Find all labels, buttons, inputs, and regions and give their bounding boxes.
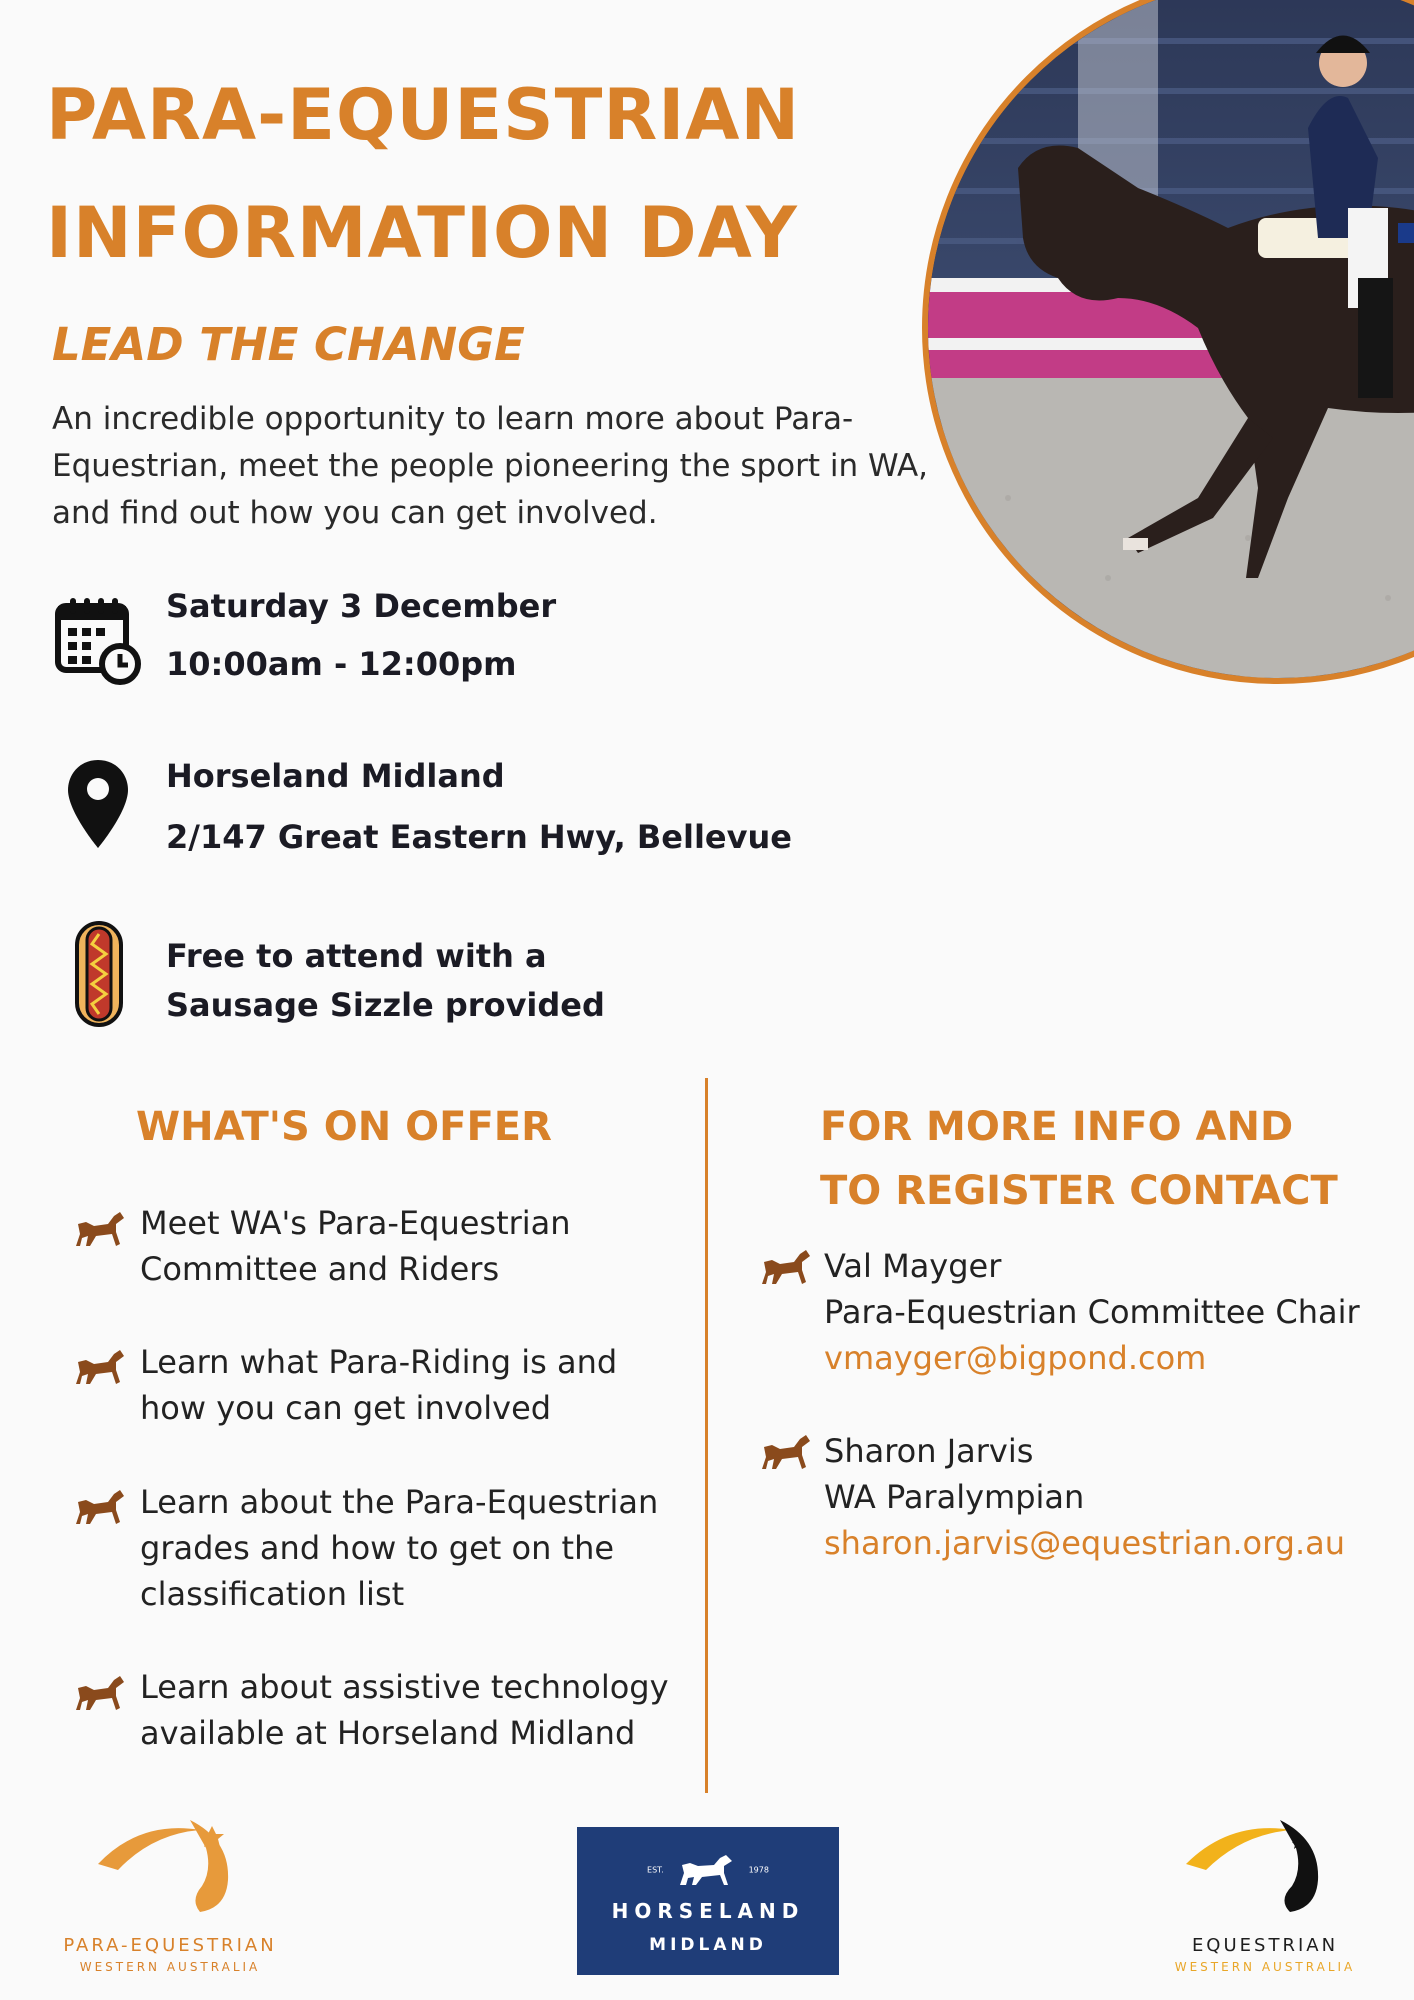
offer-item-1-line-1: Meet WA's Para-Equestrian xyxy=(140,1204,571,1242)
contact-heading-line-2: TO REGISTER CONTACT xyxy=(820,1168,1338,1214)
map-pin-icon xyxy=(66,758,130,850)
venue-name: Horseland Midland xyxy=(166,757,505,795)
offer-bullet-icon-2 xyxy=(70,1346,126,1393)
intro-paragraph: An incredible opportunity to learn more about Para-Equestrian, meet the people pioneering the sport in WA, and find out how you can get involved. xyxy=(52,401,929,531)
equestrian-wa-logo-mark xyxy=(1150,1808,1380,1920)
title-line-2: INFORMATION DAY xyxy=(46,192,798,274)
equestrian-wa-logo xyxy=(1150,1808,1380,1978)
cost-line-2: Sausage Sizzle provided xyxy=(166,986,605,1024)
event-date: Saturday 3 December xyxy=(166,587,557,625)
tagline: LEAD THE CHANGE xyxy=(52,318,525,371)
horseland-est: EST. xyxy=(647,1865,664,1875)
venue-address: 2/147 Great Eastern Hwy, Bellevue xyxy=(166,818,792,856)
offer-item-1-line-2: Committee and Riders xyxy=(140,1250,500,1288)
horse-icon xyxy=(676,1853,736,1887)
contact-person-2 xyxy=(824,1428,1345,1566)
contact-1-email-link[interactable]: vmayger@bigpond.com xyxy=(824,1339,1207,1377)
offer-item-4-line-1: Learn about assistive technology xyxy=(140,1668,669,1706)
offer-bullet-icon-1 xyxy=(70,1208,126,1255)
cost-line-1: Free to attend with a xyxy=(166,937,547,975)
contact-heading-line-1: FOR MORE INFO AND xyxy=(820,1104,1294,1150)
para-logo-sub: WESTERN AUSTRALIA xyxy=(79,1960,261,1974)
contact-2-name: Sharon Jarvis xyxy=(824,1432,1034,1470)
para-equestrian-logo-mark xyxy=(40,1808,300,1920)
offer-item-2-line-1: Learn what Para-Riding is and xyxy=(140,1343,618,1381)
dressage-photo xyxy=(922,0,1414,684)
contact-2-role: WA Paralympian xyxy=(824,1478,1085,1516)
offer-bullet-icon-3 xyxy=(70,1486,126,1533)
page-title xyxy=(46,56,800,292)
offer-bullet-icon-4 xyxy=(70,1672,126,1719)
contact-bullet-icon-1 xyxy=(756,1246,812,1293)
offer-item-4-line-2: available at Horseland Midland xyxy=(140,1714,636,1752)
column-divider xyxy=(705,1078,708,1793)
horseland-name: HORSELAND xyxy=(611,1899,805,1923)
para-equestrian-wa-logo xyxy=(40,1808,300,1978)
title-line-1: PARA-EQUESTRIAN xyxy=(46,74,801,156)
offer-item-3-line-2: grades and how to get on the xyxy=(140,1529,615,1567)
offer-item-3-line-3: classification list xyxy=(140,1575,405,1613)
horseland-logo-mark xyxy=(577,1853,839,1887)
calendar-clock-icon xyxy=(54,594,144,686)
horseland-sub: MIDLAND xyxy=(649,1935,767,1955)
offer-item-3-line-1: Learn about the Para-Equestrian xyxy=(140,1483,659,1521)
hotdog-icon xyxy=(74,920,124,1028)
contact-bullet-icon-2 xyxy=(756,1431,812,1478)
offer-item-1 xyxy=(140,1200,571,1292)
offer-item-4 xyxy=(140,1664,669,1756)
contact-heading xyxy=(820,1095,1338,1223)
offer-heading: WHAT'S ON OFFER xyxy=(136,1104,552,1150)
contact-1-name: Val Mayger xyxy=(824,1247,1002,1285)
contact-2-email-link[interactable]: sharon.jarvis@equestrian.org.au xyxy=(824,1524,1346,1562)
offer-item-2 xyxy=(140,1339,617,1431)
offer-item-3 xyxy=(140,1479,658,1617)
para-logo-name: PARA-EQUESTRIAN xyxy=(63,1935,277,1956)
contact-person-1 xyxy=(824,1243,1360,1381)
offer-item-2-line-2: how you can get involved xyxy=(140,1389,552,1427)
horseland-year: 1978 xyxy=(748,1865,769,1875)
event-time: 10:00am - 12:00pm xyxy=(166,645,517,683)
horseland-midland-logo xyxy=(577,1827,839,1975)
contact-1-role: Para-Equestrian Committee Chair xyxy=(824,1293,1360,1331)
ewa-logo-name: EQUESTRIAN xyxy=(1191,1935,1339,1956)
dressage-photo-illustration xyxy=(928,0,1414,678)
ewa-logo-sub: WESTERN AUSTRALIA xyxy=(1174,1960,1356,1974)
